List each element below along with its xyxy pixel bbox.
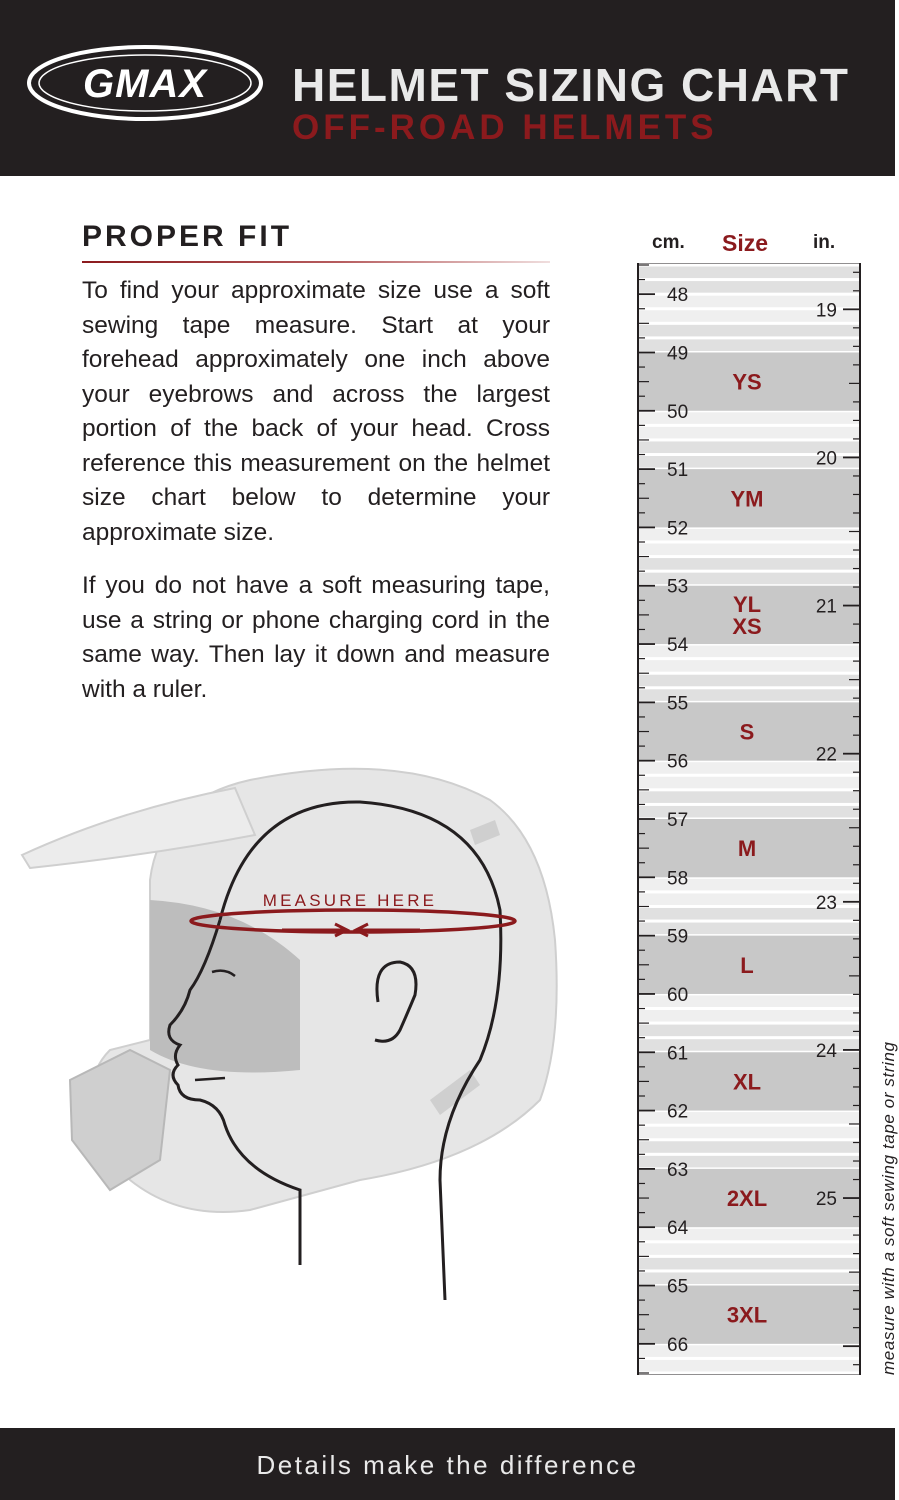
in-tick-label: 20 (815, 448, 837, 470)
logo-text: GMAX (83, 62, 207, 106)
in-tick-label: 22 (815, 744, 837, 766)
in-header: in. (813, 232, 836, 253)
cm-header: cm. (652, 232, 685, 253)
header-bar (0, 0, 895, 176)
chart-separator (639, 920, 859, 923)
cm-tick-label: 65 (667, 1276, 689, 1298)
proper-fit-heading: PROPER FIT (82, 220, 293, 253)
cm-tick-label: 63 (667, 1159, 689, 1181)
footer-tagline: Details make the difference (256, 1450, 639, 1480)
cm-tick-label: 61 (667, 1043, 689, 1065)
cm-tick-label: 57 (667, 810, 689, 831)
in-tick-label: 19 (815, 300, 837, 322)
size-label-3xl: 3XL (726, 1302, 768, 1328)
page-subtitle: OFF-ROAD HELMETS (292, 108, 718, 147)
chart-separator (639, 264, 859, 267)
chart-separator (639, 788, 859, 791)
chart-separator (639, 1255, 859, 1258)
cm-tick-label: 48 (667, 285, 689, 307)
chart-separator (639, 672, 859, 675)
gmax-logo (26, 44, 264, 122)
chart-separator (639, 1022, 859, 1025)
in-tick-label: 25 (815, 1189, 837, 1211)
fit-instructions: To find your approximate size use a soft sewing tape measure. Start at your forehead approximately one inch above your eyebrows and across the largest portion of the back of your head. Cross reference this measurement on the helmet size chart below to determine your approximate size. (82, 277, 550, 546)
size-label-2xl: 2XL (726, 1186, 768, 1212)
cm-tick-label: 50 (667, 401, 689, 423)
chart-separator (639, 278, 859, 281)
helmet-illustration (0, 740, 600, 1300)
chart-separator (639, 555, 859, 558)
chart-separator (639, 1124, 859, 1127)
chart-separator (639, 336, 859, 339)
chart-separator (639, 774, 859, 777)
chart-separator (639, 686, 859, 689)
cm-tick-label: 54 (667, 635, 689, 657)
size-label-l: L (740, 952, 754, 978)
chart-separator (639, 1138, 859, 1141)
cm-tick-label: 59 (667, 926, 689, 948)
in-tick-label: 23 (815, 892, 837, 914)
chart-separator (639, 438, 859, 441)
heading-divider (82, 261, 550, 263)
cm-tick-label: 56 (667, 751, 689, 773)
page-title: HELMET SIZING CHART (292, 59, 850, 111)
chart-separator (639, 1269, 859, 1272)
alternative-instructions: If you do not have a soft measuring tape, use a string or phone charging cord in the same way. Then lay it down and measure with a ruler. (82, 572, 550, 703)
size-chart-svg (639, 265, 859, 1373)
in-tick-label: 24 (815, 1040, 837, 1062)
cm-tick-label: 51 (667, 460, 689, 482)
size-label-xs: XS (732, 613, 762, 639)
chart-separator (639, 1036, 859, 1039)
cm-tick-label: 53 (667, 576, 689, 598)
cm-tick-label: 66 (667, 1334, 689, 1356)
chart-separator (639, 1357, 859, 1360)
size-label-s: S (739, 719, 755, 745)
measure-label: MEASURE HERE (262, 891, 438, 910)
cm-tick-label: 58 (667, 868, 689, 890)
size-label-xl: XL (732, 1069, 762, 1095)
chart-separator (639, 1240, 859, 1243)
size-chart (637, 263, 861, 1375)
size-label-yl: YL (732, 591, 762, 617)
size-label-ys: YS (732, 369, 762, 395)
chart-separator (639, 803, 859, 806)
chart-separator (639, 570, 859, 573)
size-label-m: M (737, 836, 757, 862)
in-tick-label: 21 (815, 596, 837, 618)
chart-separator (639, 424, 859, 427)
size-header: Size (722, 230, 769, 256)
cm-tick-label: 60 (667, 984, 689, 1006)
cm-tick-label: 62 (667, 1101, 689, 1123)
cm-tick-label: 55 (667, 693, 689, 715)
chart-separator (639, 1007, 859, 1010)
cm-tick-label: 49 (667, 343, 689, 365)
footer-bar (0, 1428, 895, 1500)
cm-tick-label: 52 (667, 518, 689, 540)
chart-separator (639, 322, 859, 325)
size-label-ym: YM (730, 486, 764, 512)
cm-tick-label: 64 (667, 1218, 689, 1240)
side-note: measure with a soft sewing tape or string (879, 1041, 898, 1375)
chart-separator (639, 657, 859, 660)
chart-separator (639, 1372, 859, 1375)
chart-separator (639, 1153, 859, 1156)
chart-separator (639, 541, 859, 544)
